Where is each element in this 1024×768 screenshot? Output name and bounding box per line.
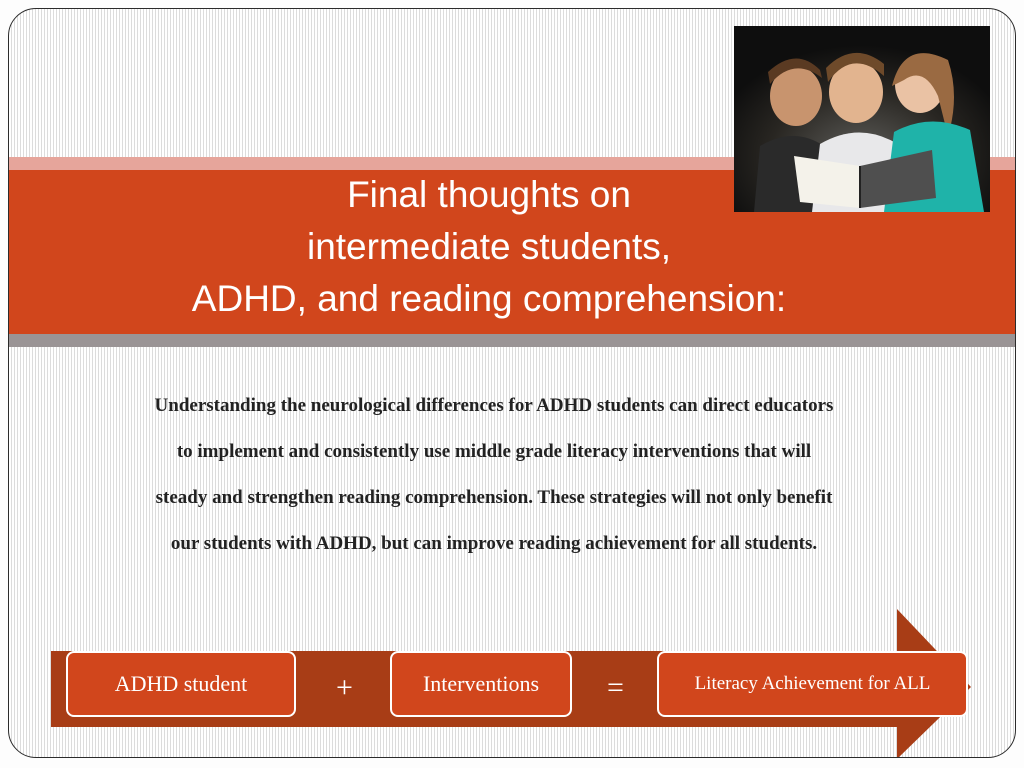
term-label-adhd-student: ADHD student bbox=[114, 671, 248, 696]
equals-operator: = bbox=[607, 671, 624, 704]
term-label-interventions: Interventions bbox=[422, 671, 540, 696]
title-bottom-stripe bbox=[9, 334, 1015, 347]
title-line-1: Final thoughts on bbox=[347, 174, 631, 215]
term-box-interventions bbox=[390, 651, 572, 717]
title-line-2: intermediate students, bbox=[306, 226, 672, 267]
title-line-3: ADHD, and reading comprehension: bbox=[191, 278, 787, 319]
children-reading-photo bbox=[734, 26, 990, 212]
result-box-literacy-achievement bbox=[657, 651, 968, 717]
term-box-adhd-student bbox=[66, 651, 296, 717]
body-paragraph: Understanding the neurological differences for ADHD students can direct educators to implement and consistently use middle grade literacy interventions that will steady and strengthen reading comprehension. These strategies will not only benefit our students with ADHD, but can improve reading achievement for all students. bbox=[154, 395, 834, 554]
result-label: Literacy Achievement for ALL bbox=[694, 673, 931, 694]
equation-diagram bbox=[9, 609, 1016, 758]
slide bbox=[8, 8, 1016, 758]
photo-illustration bbox=[734, 26, 990, 212]
plus-operator: + bbox=[336, 671, 353, 704]
